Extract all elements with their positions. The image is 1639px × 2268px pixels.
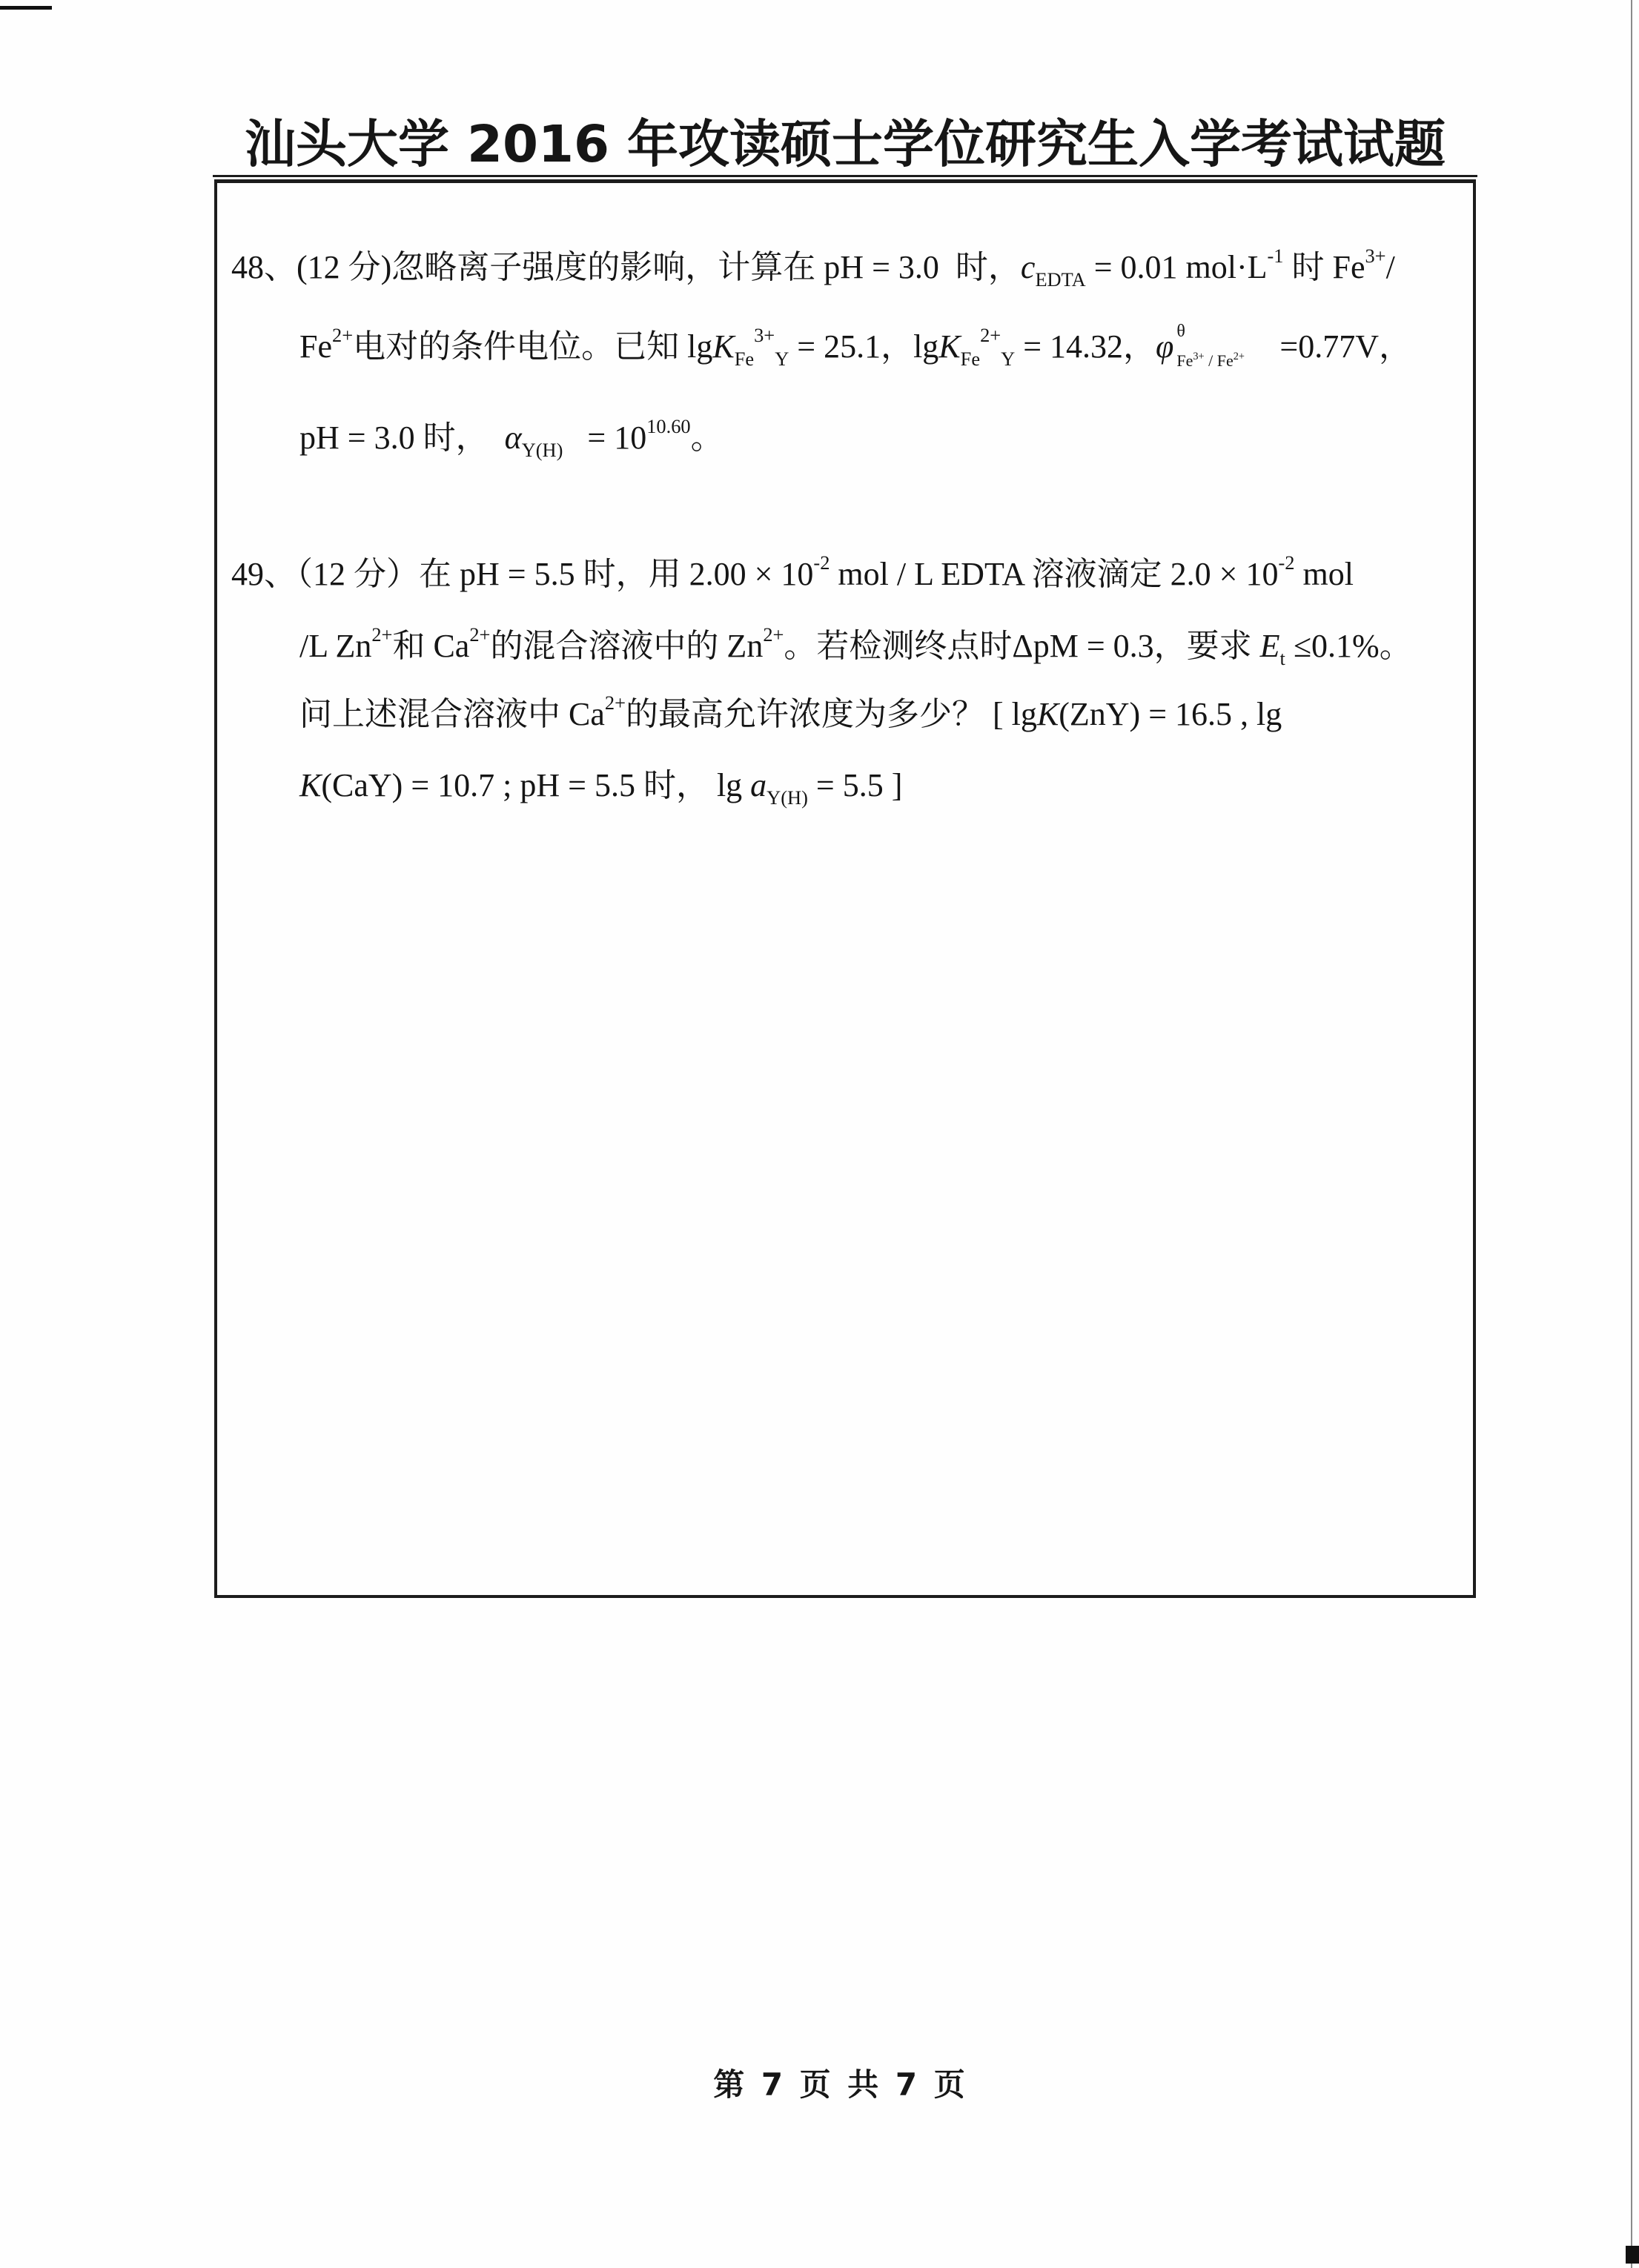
scan-corner-mark: [1626, 2246, 1639, 2264]
text-run: 的最高允许浓度为多少？ [ lg: [625, 696, 1037, 732]
superscript: 2+: [332, 323, 354, 346]
italic-variable: K: [938, 328, 961, 365]
superscript: 2+: [763, 623, 784, 646]
text-run: (CaY) = 10.7 ; pH = 5.5 时， lg: [321, 767, 751, 803]
italic-variable: c: [1020, 249, 1036, 285]
superscript: 3+: [1193, 351, 1205, 363]
text-run: 、(12 分)忽略离子强度的影响，计算在 pH = 3.0 时，: [264, 249, 1021, 285]
text-run: mol / L EDTA 溶液滴定 2.0 × 10: [830, 556, 1279, 592]
text-run: /L Zn: [299, 628, 372, 664]
text-run: 。: [690, 420, 724, 456]
text-run: = 5.5 ]: [807, 767, 903, 803]
text-run: 和 Ca: [392, 628, 470, 664]
text-run: pH = 3.0 时，: [299, 420, 505, 456]
scan-edge-mark: [0, 6, 52, 10]
text-run: Fe: [1176, 351, 1193, 370]
text-run: = 10: [563, 420, 647, 456]
text-run: 电对的条件电位。已知 lg: [353, 328, 713, 365]
italic-variable: K: [712, 328, 735, 365]
question-number: 48: [231, 249, 264, 285]
superscript: 2+: [980, 323, 1001, 346]
question-48-line-3: [299, 414, 724, 462]
superscript: 3+: [754, 323, 775, 346]
subscript: EDTA: [1035, 268, 1086, 291]
italic-variable: K: [1036, 696, 1059, 732]
superscript: -2: [813, 551, 830, 574]
scan-edge-line: [1631, 0, 1632, 2268]
subscript: Y(H): [766, 786, 808, 809]
question-number: 49: [231, 556, 264, 592]
text-run: 、（12 分）在 pH = 5.5 时，用 2.00 × 10: [264, 556, 814, 592]
italic-variable: α: [504, 420, 522, 456]
exam-title: 汕头大学 2016 年攻读硕士学位研究生入学考试试题: [244, 115, 1446, 174]
superscript: -2: [1278, 551, 1295, 574]
text-run: / Fe: [1204, 351, 1234, 370]
page-number-footer: 第 7 页 共 7 页: [713, 2066, 968, 2103]
question-49-line-4: [299, 765, 902, 810]
italic-variable: a: [750, 767, 767, 803]
superscript: 2+: [469, 623, 491, 646]
text-run: Fe: [299, 328, 332, 365]
superscript: 3+: [1365, 244, 1386, 267]
text-run: mol: [1294, 556, 1354, 592]
text-run: = 0.01 mol·L: [1085, 249, 1268, 285]
text-run: 。若检测终点时ΔpM = 0.3，要求: [784, 628, 1260, 664]
superscript: 10.60: [646, 414, 691, 437]
question-box: [214, 179, 1476, 1598]
question-49-line-3: [299, 691, 1282, 739]
text-run: =0.77V，: [1271, 328, 1411, 365]
superscript: 2+: [1233, 351, 1245, 363]
stacked-superscript: θ: [1176, 322, 1185, 341]
superscript: 2+: [371, 623, 393, 646]
question-48-line-1: [231, 244, 1395, 292]
question-48-line-2: [299, 322, 1411, 371]
text-run: ≤0.1%。: [1285, 628, 1412, 664]
text-run: (ZnY) = 16.5 , lg: [1059, 696, 1282, 732]
subscript: Y(H): [521, 438, 563, 461]
text-run: = 25.1，lg: [789, 328, 939, 365]
subscript: Fe: [734, 347, 755, 370]
superscript: -1: [1267, 244, 1284, 267]
question-49-line-1: [231, 551, 1354, 599]
subscript: Fe: [960, 347, 981, 370]
text-run: = 14.32，: [1015, 328, 1156, 365]
stacked-subscript: [1176, 352, 1245, 372]
italic-variable: φ: [1156, 328, 1174, 365]
subscript: Y: [1001, 347, 1016, 370]
text-run: 问上述混合溶液中 Ca: [299, 696, 605, 732]
question-49-line-2: [299, 623, 1412, 671]
subscript: Y: [775, 347, 789, 370]
superscript: 2+: [604, 691, 626, 714]
text-run: 的混合溶液中的 Zn: [490, 628, 764, 664]
italic-variable: E: [1259, 628, 1280, 664]
text-run: 时 Fe: [1283, 249, 1365, 285]
italic-variable: K: [299, 767, 322, 803]
text-run: /: [1385, 249, 1395, 285]
title-underline: [213, 175, 1477, 177]
subscript: t: [1279, 646, 1285, 669]
